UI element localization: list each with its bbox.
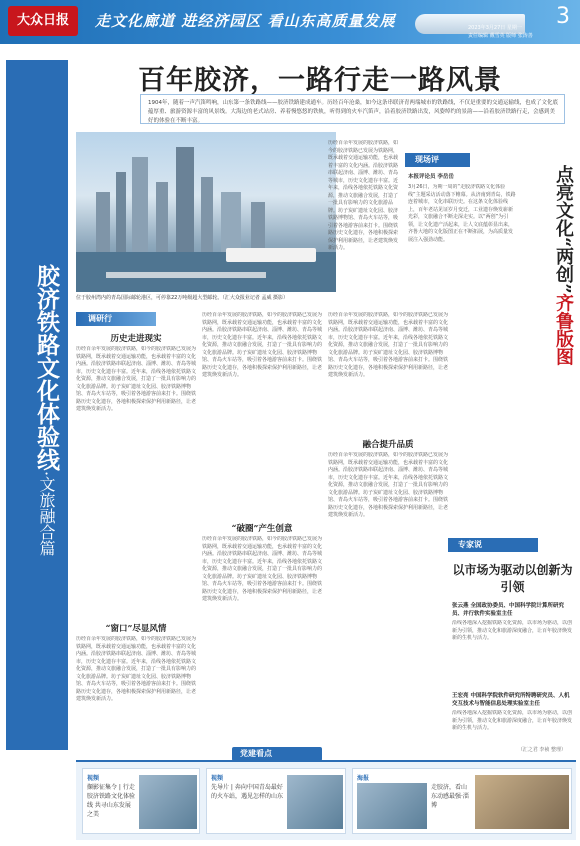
media-card-2[interactable] — [206, 768, 346, 834]
editor-credits: 责任编辑 戴雪英 版师 张涛善 — [468, 33, 533, 39]
body-column-3a: 历经百余年发展的胶济铁路，如今的胶济铁路已发展为铁路网，既承载着交通运输功能，也承载着丰富的文化内涵。沿胶济铁路串联起济南、淄博、潍坊、青岛等城市，历史文化遗存丰富。近年来，沿线各地依托铁路文化资源，推动文旅融合发展，打造了一批具有影响力的文化旅游品牌。坊子炭矿遗址文化园、胶济铁路博物馆、青岛火车站等，吸引着各地游客前来打卡。围绕铁路历史文化遗存，各地积极探索保护利用新路径，让老建筑焕发新活力。 — [328, 312, 448, 378]
dateline — [468, 24, 548, 40]
expert-2-text: 沿线各地深入挖掘铁路文化资源，以市场为驱动，以创新为引领，推动文化和旅游深度融合，让百年胶济焕发新的生机与活力。 — [452, 710, 573, 731]
media-card-3-text: 走胶济，看山东动感最强·淄博 — [431, 784, 469, 809]
body-column-1: 历经百余年发展的胶济铁路，如今的胶济铁路已发展为铁路网，既承载着交通运输功能，也承载着丰富的文化内涵。沿胶济铁路串联起济南、淄博、潍坊、青岛等城市，历史文化遗存丰富。近年来，沿线各地依托铁路文化资源，推动文旅融合发展，打造了一批具有影响力的文化旅游品牌。坊子炭矿遗址文化园、胶济铁路博物馆、青岛火车站等，吸引着各地游客前来打卡。围绕铁路历史文化遗存，各地积极探索保护利用新路径，让老建筑焕发新活力。 — [76, 346, 196, 412]
media-card-1-thumbnail — [139, 775, 197, 829]
body-column-3b: 历经百余年发展的胶济铁路，如今的胶济铁路已发展为铁路网，既承载着交通运输功能，也承载着丰富的文化内涵。沿胶济铁路串联起济南、淄博、潍坊、青岛等城市，历史文化遗存丰富。近年来，沿线各地依托铁路文化资源，推动文旅融合发展，打造了一批具有影响力的文化旅游品牌。坊子炭矿遗址文化园、胶济铁路博物馆、青岛火车站等，吸引着各地游客前来打卡。围绕铁路历史文化遗存，各地积极探索保护利用新路径，让老建筑焕发新活力。 — [328, 452, 448, 518]
expert-2-name: 王宏亮 — [452, 693, 469, 699]
expert-headline: 以市场为驱动以创新为引领 — [452, 563, 573, 594]
body-column-2b: 历经百余年发展的胶济铁路，如今的胶济铁路已发展为铁路网，既承载着交通运输功能，也承载着丰富的文化内涵。沿胶济铁路串联起济南、淄博、潍坊、青岛等城市，历史文化遗存丰富。近年来，沿线各地依托铁路文化资源，推动文旅融合发展，打造了一批具有影响力的文化旅游品牌。坊子炭矿遗址文化园、胶济铁路博物馆、青岛火车站等，吸引着各地游客前来打卡。围绕铁路历史文化遗存，各地积极探索保护利用新路径，让老建筑焕发新活力。 — [202, 536, 322, 602]
article-lead: 1904年，随着一声汽笛鸣响，山东第一条铁路线——胶济铁路建成通车。历经百年沧桑，如今这条串联济青两端城市的铁路线，不仅是重要的交通运输线，也成了文化底蕴厚重、旅游资源丰富的风景线。大海边的老式站房、养着慢悠悠的铁轨，听得到的火车汽笛声，沿着胶济铁路出发，风姿绰约的景韵——沿着胶济铁路行走，会感到美好的体验在不断丰富。 — [148, 100, 559, 124]
column-title — [14, 90, 60, 730]
section-title-window: “窗口”尽显风情 — [105, 624, 167, 634]
column-title-bar — [6, 60, 68, 750]
media-card-1-text: 撷影征集令 | 行走胶济铁路文化体验线 共寻山东发展之美 — [87, 784, 136, 818]
body-column-1b: 历经百余年发展的胶济铁路，如今的胶济铁路已发展为铁路网，既承载着交通运输功能，也承载着丰富的文化内涵。沿胶济铁路串联起济南、淄博、潍坊、青岛等城市，历史文化遗存丰富。近年来，沿线各地依托铁路文化资源，推动文旅融合发展，打造了一批具有影响力的文化旅游品牌。坊子炭矿遗址文化园、胶济铁路博物馆、青岛火车站等，吸引着各地游客前来打卡。围绕铁路历史文化遗存，各地积极探索保护利用新路径，让老建筑焕发新活力。 — [76, 636, 196, 702]
expert-1-title: 全国政协委员、中国科学院计算所研究员、并行软件实验室主任 — [452, 603, 564, 617]
issue-date: 2023年3月27日 星期一 — [468, 25, 522, 31]
section-title-break-circle: “破圈”产生创意 — [231, 524, 293, 534]
media-card-1-tag: 视频 — [87, 775, 100, 782]
section-tag-expert: 专家说 — [448, 538, 538, 552]
review-byline: 本报评论员 李岳岳 — [408, 174, 454, 180]
body-column-2: 历经百余年发展的胶济铁路，如今的胶济铁路已发展为铁路网，既承载着交通运输功能，也承载着丰富的文化内涵。沿胶济铁路串联起济南、淄博、潍坊、青岛等城市，历史文化遗存丰富。近年来，沿线各地依托铁路文化资源，推动文旅融合发展，打造了一批具有影响力的文化旅游品牌。坊子炭矿遗址文化园、胶济铁路博物馆、青岛火车站等，吸引着各地游客前来打卡。围绕铁路历史文化遗存，各地积极探索保护利用新路径，让老建筑焕发新活力。 — [202, 312, 322, 378]
review-headline-b: 齐鲁版图 — [553, 293, 574, 366]
photo-caption: 位于胶州湾内的青岛国际邮轮港区，可停靠22万吨级超大型邮轮。（汇大众报业记者 孟威 摄影） — [76, 295, 289, 301]
section-title-integration: 融合提升品质 — [362, 440, 414, 450]
review-text: 3月26日，为期一周的“走胶济铁路文化体验线”主题采访活动落下帷幕。从济南到青岛，铁路连着城市，文化串联历史。在这条文化体验线上，百年老站见证岁月变迁，工业遗存焕发崭新光彩，文旅融合不断走深走实。以“两创”为引领，让文化遗产活起来，让人文底蕴彰显出来，齐鲁大地的文化版图正在不断拓展，为高质量发展注入强劲动能。 — [408, 184, 516, 243]
review-headline-a: 点亮文化“两创” — [553, 165, 574, 294]
body-column-3: 历经百余年发展的胶济铁路，如今的胶济铁路已发展为铁路网，既承载着交通运输功能，也承载着丰富的文化内涵。沿胶济铁路串联起济南、淄博、潍坊、青岛等城市，历史文化遗存丰富。近年来，沿线各地依托铁路文化资源，推动文旅融合发展，打造了一批具有影响力的文化旅游品牌。坊子炭矿遗址文化园、胶济铁路博物馆、青岛火车站等，吸引着各地游客前来打卡。围绕铁路历史文化遗存，各地积极探索保护利用新路径，让老建筑焕发新活力。 — [328, 140, 399, 251]
cruise-port-photo — [76, 132, 336, 292]
expert-2-title: 中国科学院软件研究所特聘研究员、人机交互技术与智能信息处理实验室主任 — [452, 693, 570, 707]
expert-1-text: 沿线各地深入挖掘铁路文化资源，以市场为驱动，以创新为引领，推动文化和旅游深度融合，让百年胶济焕发新的生机与活力。 — [452, 620, 573, 641]
expert-2 — [452, 692, 574, 708]
section-tag-dangjian: 党建看点 — [232, 747, 322, 761]
media-card-2-thumbnail — [287, 775, 343, 829]
expert-1 — [452, 602, 574, 618]
section-tag-review: 现场评 — [405, 153, 470, 167]
masthead-slogan: 走文化廊道 进经济园区 看山东高质量发展 — [95, 12, 396, 30]
media-card-3-tag: 海报 — [357, 775, 370, 782]
media-card-3-thumbnail — [357, 783, 427, 829]
page-number: 3 — [556, 4, 570, 29]
column-title-main: 胶济铁路文化体验线 — [33, 263, 60, 471]
column-subtitle: ·文旅融合篇 — [37, 470, 56, 557]
newspaper-logo: 大众日报 — [8, 6, 78, 36]
media-card-2-text: 先导片 | 奔向中国青岛最好的火车站，遇见怎样的山东 — [211, 784, 284, 800]
media-card-3-photo — [475, 775, 569, 829]
section-title-history: 历史走进现实 — [110, 334, 162, 344]
review-headline — [520, 165, 575, 375]
media-card-3[interactable] — [352, 768, 572, 834]
expert-credit: （汇之君 李祯 整理） — [517, 747, 566, 753]
media-card-1[interactable] — [82, 768, 200, 834]
media-card-2-tag: 视频 — [211, 775, 224, 782]
page-headline: 百年胶济，一路行走一路风景 — [138, 65, 502, 96]
section-tag-diaoyanxing: 调研行 — [76, 312, 156, 326]
expert-1-name: 张云燕 — [452, 603, 469, 609]
